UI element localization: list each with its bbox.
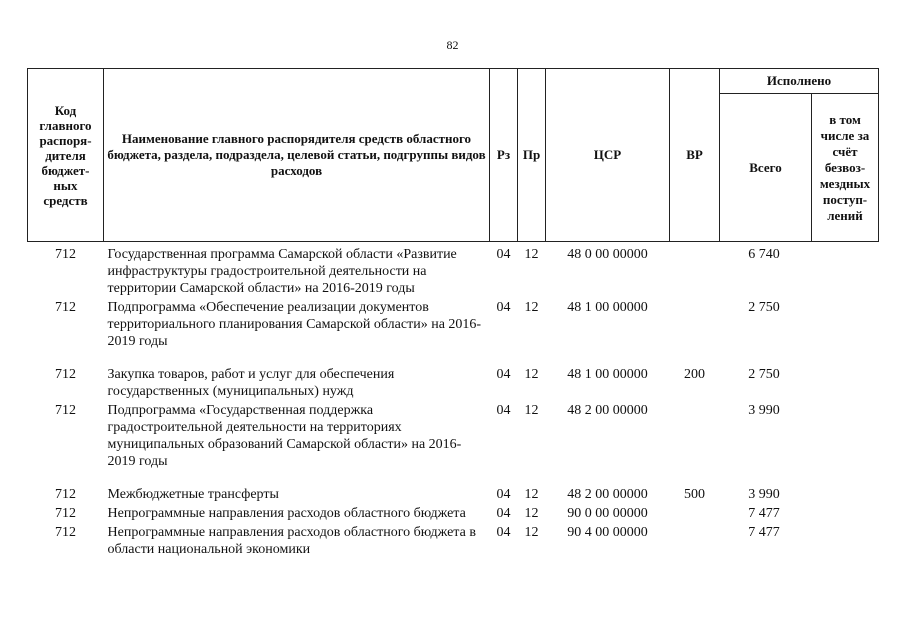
- cell-gratuitous: [812, 402, 879, 486]
- table-row: [28, 246, 879, 299]
- cell-total: 2 750: [748, 366, 780, 382]
- cell-pr: 12: [524, 486, 539, 502]
- cell-code: 712: [55, 246, 76, 262]
- table-row: [28, 486, 879, 505]
- cell-code: 712: [55, 402, 76, 418]
- cell-vr: [670, 246, 720, 299]
- cell-name: Подпрограмма «Государственная поддержка градостроительной деятельности на территориях муниципальных образований Самарской области» на 2016-2019 годы: [107, 402, 462, 469]
- cell-code: 712: [55, 524, 76, 540]
- cell-pr: 12: [524, 299, 539, 315]
- header-name: Наименование главного распорядителя средств областного бюджета, раздела, подраздела, целевой статьи, подгруппы видов расходов: [104, 69, 490, 242]
- cell-pr: 12: [524, 402, 539, 418]
- cell-csr: 48 2 00 00000: [567, 402, 648, 418]
- cell-vr: [670, 505, 720, 524]
- cell-rz: 04: [496, 246, 511, 262]
- header-csr: ЦСР: [546, 69, 670, 242]
- cell-gratuitous: [812, 505, 879, 524]
- cell-vr: 200: [684, 366, 705, 382]
- cell-gratuitous: [812, 246, 879, 299]
- header-code: Код главного распоря-дителя бюджет-ных средств: [28, 69, 104, 242]
- cell-name: Межбюджетные трансферты: [107, 486, 279, 502]
- cell-gratuitous: [812, 299, 879, 366]
- cell-rz: 04: [496, 505, 511, 521]
- cell-csr: 48 1 00 00000: [567, 366, 648, 382]
- cell-total: 7 477: [748, 505, 780, 521]
- cell-vr: 500: [684, 486, 705, 502]
- page-number: 82: [446, 38, 459, 52]
- cell-total: 2 750: [748, 299, 780, 315]
- cell-code: 712: [55, 505, 76, 521]
- table-row: [28, 505, 879, 524]
- cell-gratuitous: [812, 486, 879, 505]
- header-executed: Исполнено: [720, 69, 879, 94]
- cell-pr: 12: [524, 524, 539, 540]
- cell-vr: [670, 299, 720, 366]
- cell-code: 712: [55, 486, 76, 502]
- cell-pr: 12: [524, 505, 539, 521]
- table-row: [28, 366, 879, 402]
- header-gratuitous: в том числе за счёт безвоз-мездных поступ-лений: [812, 94, 879, 242]
- cell-name: Государственная программа Самарской области «Развитие инфраструктуры градостроительной деятельности на территории Самарской области» на 2016-2019 годы: [107, 246, 457, 296]
- table-row: [28, 402, 879, 486]
- cell-total: 3 990: [748, 402, 780, 418]
- header-vr: ВР: [670, 69, 720, 242]
- cell-rz: 04: [496, 402, 511, 418]
- header-pr: Пр: [518, 69, 546, 242]
- table-row: [28, 299, 879, 366]
- cell-total: 7 477: [748, 524, 780, 540]
- cell-csr: 90 0 00 00000: [567, 505, 648, 521]
- cell-rz: 04: [496, 299, 511, 315]
- cell-total: 6 740: [748, 246, 780, 262]
- cell-csr: 48 0 00 00000: [567, 246, 648, 262]
- table-header: [28, 69, 879, 242]
- budget-table: [27, 68, 879, 560]
- cell-csr: 48 2 00 00000: [567, 486, 648, 502]
- cell-name: Подпрограмма «Обеспечение реализации документов территориального планирования Самарской области» на 2016-2019 годы: [107, 299, 482, 349]
- cell-gratuitous: [812, 366, 879, 402]
- cell-total: 3 990: [748, 486, 780, 502]
- cell-pr: 12: [524, 366, 539, 382]
- cell-vr: [670, 402, 720, 486]
- cell-rz: 04: [496, 486, 511, 502]
- cell-rz: 04: [496, 366, 511, 382]
- header-total: Всего: [720, 94, 812, 242]
- header-rz: Рз: [490, 69, 518, 242]
- cell-name: Непрограммные направления расходов областного бюджета в области национальной экономики: [107, 524, 476, 557]
- cell-vr: [670, 524, 720, 560]
- cell-code: 712: [55, 299, 76, 315]
- cell-csr: 90 4 00 00000: [567, 524, 648, 540]
- table-body: [28, 242, 879, 560]
- cell-pr: 12: [524, 246, 539, 262]
- cell-gratuitous: [812, 524, 879, 560]
- cell-name: Закупка товаров, работ и услуг для обеспечения государственных (муниципальных) нужд: [107, 366, 395, 399]
- cell-csr: 48 1 00 00000: [567, 299, 648, 315]
- table-row: [28, 524, 879, 560]
- cell-name: Непрограммные направления расходов областного бюджета: [107, 505, 466, 521]
- cell-rz: 04: [496, 524, 511, 540]
- cell-code: 712: [55, 366, 76, 382]
